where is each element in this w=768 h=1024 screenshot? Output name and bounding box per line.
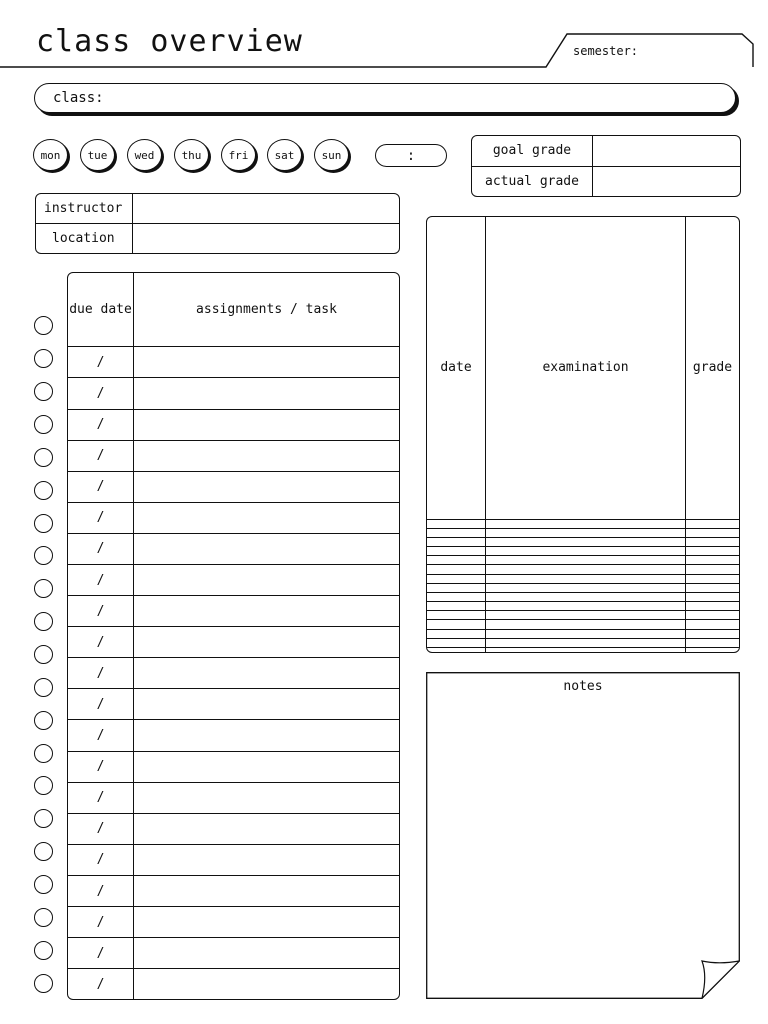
task-cell[interactable]: [134, 875, 400, 906]
due-date-cell[interactable]: /: [68, 565, 134, 596]
exam-date-header: date: [427, 217, 486, 519]
exam-grade-cell[interactable]: [686, 638, 740, 647]
actual-grade-label: actual grade: [472, 166, 593, 196]
exam-row: [427, 592, 739, 601]
exam-grade-cell[interactable]: [686, 565, 740, 574]
exam-date-cell[interactable]: [427, 647, 486, 652]
exam-grade-cell[interactable]: [686, 647, 740, 652]
due-date-cell[interactable]: /: [68, 627, 134, 658]
day-label: mon: [40, 148, 61, 162]
day-thu[interactable]: [174, 139, 209, 171]
day-tue[interactable]: [80, 139, 115, 171]
goal-grade-label: goal grade: [472, 136, 593, 166]
exam-grade-cell[interactable]: [686, 620, 740, 629]
assignment-row: [68, 596, 399, 627]
exam-row: [427, 538, 739, 547]
exam-grade-cell[interactable]: [686, 528, 740, 537]
header-rule: [0, 0, 768, 80]
exam-name-cell[interactable]: [486, 592, 686, 601]
exam-grade-cell[interactable]: [686, 538, 740, 547]
notes-frame: [426, 672, 740, 999]
assignment-row: [68, 969, 399, 999]
goal-grade-field[interactable]: [593, 136, 741, 166]
instructor-label: instructor: [36, 194, 133, 224]
exam-date-cell[interactable]: [427, 547, 486, 556]
task-cell[interactable]: [134, 969, 400, 999]
exam-name-cell[interactable]: [486, 528, 686, 537]
due-date-cell[interactable]: /: [68, 907, 134, 938]
task-cell[interactable]: [134, 347, 400, 378]
notes-title: notes: [563, 679, 603, 694]
assignments-table: [67, 272, 400, 1000]
task-cell[interactable]: [134, 751, 400, 782]
exam-name-cell[interactable]: [486, 629, 686, 638]
due-date-cell[interactable]: /: [68, 751, 134, 782]
day-label: tue: [87, 148, 108, 162]
assignment-checkbox[interactable]: [34, 809, 53, 828]
exam-date-cell[interactable]: [427, 565, 486, 574]
class-info-box: [35, 193, 400, 254]
assignment-row: [68, 907, 399, 938]
exam-date-cell[interactable]: [427, 629, 486, 638]
exam-row: [427, 629, 739, 638]
assignment-row: [68, 938, 399, 969]
assignment-row: [68, 565, 399, 596]
assignment-row: [68, 533, 399, 564]
day-mon[interactable]: [33, 139, 68, 171]
exam-row: [427, 565, 739, 574]
exam-date-cell[interactable]: [427, 528, 486, 537]
due-date-cell[interactable]: /: [68, 471, 134, 502]
exam-date-cell[interactable]: [427, 583, 486, 592]
exam-row: [427, 638, 739, 647]
exam-name-cell[interactable]: [486, 574, 686, 583]
task-cell[interactable]: [134, 440, 400, 471]
assignment-checkbox[interactable]: [34, 481, 53, 500]
task-cell[interactable]: [134, 409, 400, 440]
class-label: class:: [53, 90, 104, 106]
exam-date-cell[interactable]: [427, 592, 486, 601]
exam-name-cell[interactable]: [486, 602, 686, 611]
due-date-cell[interactable]: /: [68, 782, 134, 813]
assignment-checkbox[interactable]: [34, 316, 53, 335]
exam-name-cell[interactable]: [486, 620, 686, 629]
exam-name-cell[interactable]: [486, 647, 686, 652]
class-time-field[interactable]: [375, 144, 447, 167]
due-date-cell[interactable]: /: [68, 875, 134, 906]
due-date-cell[interactable]: /: [68, 533, 134, 564]
task-cell[interactable]: [134, 720, 400, 751]
exam-grade-cell[interactable]: [686, 592, 740, 601]
assignment-row: [68, 502, 399, 533]
task-cell[interactable]: [134, 907, 400, 938]
exam-grade-cell[interactable]: [686, 547, 740, 556]
day-label: wed: [134, 148, 155, 162]
location-field[interactable]: [133, 224, 400, 254]
location-label: location: [36, 224, 133, 254]
page-title: class overview: [36, 24, 303, 59]
exam-date-cell[interactable]: [427, 611, 486, 620]
instructor-field[interactable]: [133, 194, 400, 224]
exam-row: [427, 611, 739, 620]
examination-header: examination: [486, 217, 686, 519]
exam-row: [427, 602, 739, 611]
assignment-row: [68, 751, 399, 782]
day-sun[interactable]: [314, 139, 349, 171]
due-date-cell[interactable]: /: [68, 658, 134, 689]
exam-row: [427, 620, 739, 629]
exam-name-cell[interactable]: [486, 565, 686, 574]
assignment-row: [68, 627, 399, 658]
exam-grade-cell[interactable]: [686, 556, 740, 565]
notes-box[interactable]: [426, 672, 740, 999]
assignment-checkbox[interactable]: [34, 974, 53, 993]
task-cell[interactable]: [134, 627, 400, 658]
exam-row: [427, 519, 739, 528]
exam-name-cell[interactable]: [486, 547, 686, 556]
exam-row: [427, 528, 739, 537]
assignment-checkbox[interactable]: [34, 908, 53, 927]
exam-name-cell[interactable]: [486, 611, 686, 620]
assignment-row: [68, 720, 399, 751]
exam-grade-cell[interactable]: [686, 611, 740, 620]
day-fri[interactable]: [221, 139, 256, 171]
assignment-row: [68, 347, 399, 378]
task-cell[interactable]: [134, 844, 400, 875]
task-cell[interactable]: [134, 502, 400, 533]
actual-grade-field[interactable]: [593, 166, 741, 196]
assignment-checkbox[interactable]: [34, 382, 53, 401]
assignment-row: [68, 689, 399, 720]
task-cell[interactable]: [134, 658, 400, 689]
exam-name-cell[interactable]: [486, 638, 686, 647]
exam-name-cell[interactable]: [486, 519, 686, 528]
task-header: assignments / task: [134, 273, 400, 347]
task-cell[interactable]: [134, 782, 400, 813]
exam-date-cell[interactable]: [427, 519, 486, 528]
exam-date-cell[interactable]: [427, 538, 486, 547]
assignment-checkbox[interactable]: [34, 349, 53, 368]
due-date-cell[interactable]: /: [68, 409, 134, 440]
due-date-cell[interactable]: /: [68, 502, 134, 533]
assignment-checkbox[interactable]: [34, 842, 53, 861]
exam-date-cell[interactable]: [427, 574, 486, 583]
assignment-checkbox[interactable]: [34, 744, 53, 763]
exam-name-cell[interactable]: [486, 583, 686, 592]
assignment-checkbox[interactable]: [34, 415, 53, 434]
task-cell[interactable]: [134, 938, 400, 969]
exam-row: [427, 647, 739, 652]
assignment-checkbox[interactable]: [34, 941, 53, 960]
exam-grade-header: grade: [686, 217, 740, 519]
exam-grade-cell[interactable]: [686, 583, 740, 592]
assignment-row: [68, 844, 399, 875]
day-wed[interactable]: [127, 139, 162, 171]
exam-row: [427, 583, 739, 592]
due-date-header: due date: [68, 273, 134, 347]
assignment-checkbox[interactable]: [34, 579, 53, 598]
task-cell[interactable]: [134, 689, 400, 720]
class-field[interactable]: [34, 83, 736, 113]
day-label: thu: [181, 148, 202, 162]
assignment-checkbox[interactable]: [34, 711, 53, 730]
day-label: sat: [274, 148, 295, 162]
exams-table: [426, 216, 740, 653]
due-date-cell[interactable]: /: [68, 596, 134, 627]
semester-label: semester:: [573, 44, 639, 58]
assignment-checkbox[interactable]: [34, 645, 53, 664]
assignment-row: [68, 471, 399, 502]
due-date-cell[interactable]: /: [68, 720, 134, 751]
assignment-checkbox[interactable]: [34, 875, 53, 894]
due-date-cell[interactable]: /: [68, 969, 134, 999]
exam-row: [427, 556, 739, 565]
exam-grade-cell[interactable]: [686, 519, 740, 528]
grades-box: [471, 135, 741, 197]
exam-date-cell[interactable]: [427, 602, 486, 611]
exam-grade-cell[interactable]: [686, 602, 740, 611]
exam-name-cell[interactable]: [486, 538, 686, 547]
exam-name-cell[interactable]: [486, 556, 686, 565]
task-cell[interactable]: [134, 596, 400, 627]
task-cell[interactable]: [134, 471, 400, 502]
due-date-cell[interactable]: /: [68, 440, 134, 471]
assignment-row: [68, 658, 399, 689]
assignment-checkbox[interactable]: [34, 678, 53, 697]
exam-row: [427, 547, 739, 556]
assignment-row: [68, 409, 399, 440]
exam-grade-cell[interactable]: [686, 574, 740, 583]
exam-date-cell[interactable]: [427, 620, 486, 629]
assignment-row: [68, 378, 399, 409]
day-label: sun: [321, 148, 342, 162]
task-cell[interactable]: [134, 533, 400, 564]
task-cell[interactable]: [134, 565, 400, 596]
day-label: fri: [228, 148, 249, 162]
exam-date-cell[interactable]: [427, 556, 486, 565]
exam-grade-cell[interactable]: [686, 629, 740, 638]
assignment-checkbox[interactable]: [34, 448, 53, 467]
due-date-cell[interactable]: /: [68, 844, 134, 875]
assignment-row: [68, 782, 399, 813]
assignment-checkbox[interactable]: [34, 546, 53, 565]
day-sat[interactable]: [267, 139, 302, 171]
assignment-row: [68, 440, 399, 471]
assignment-checkbox[interactable]: [34, 514, 53, 533]
due-date-cell[interactable]: /: [68, 378, 134, 409]
task-cell[interactable]: [134, 378, 400, 409]
due-date-cell[interactable]: /: [68, 938, 134, 969]
due-date-cell[interactable]: /: [68, 813, 134, 844]
assignment-checkbox[interactable]: [34, 612, 53, 631]
due-date-cell[interactable]: /: [68, 689, 134, 720]
exam-date-cell[interactable]: [427, 638, 486, 647]
exam-row: [427, 574, 739, 583]
assignment-checkbox[interactable]: [34, 776, 53, 795]
due-date-cell[interactable]: /: [68, 347, 134, 378]
time-separator: :: [406, 147, 416, 164]
assignment-row: [68, 875, 399, 906]
assignment-row: [68, 813, 399, 844]
task-cell[interactable]: [134, 813, 400, 844]
